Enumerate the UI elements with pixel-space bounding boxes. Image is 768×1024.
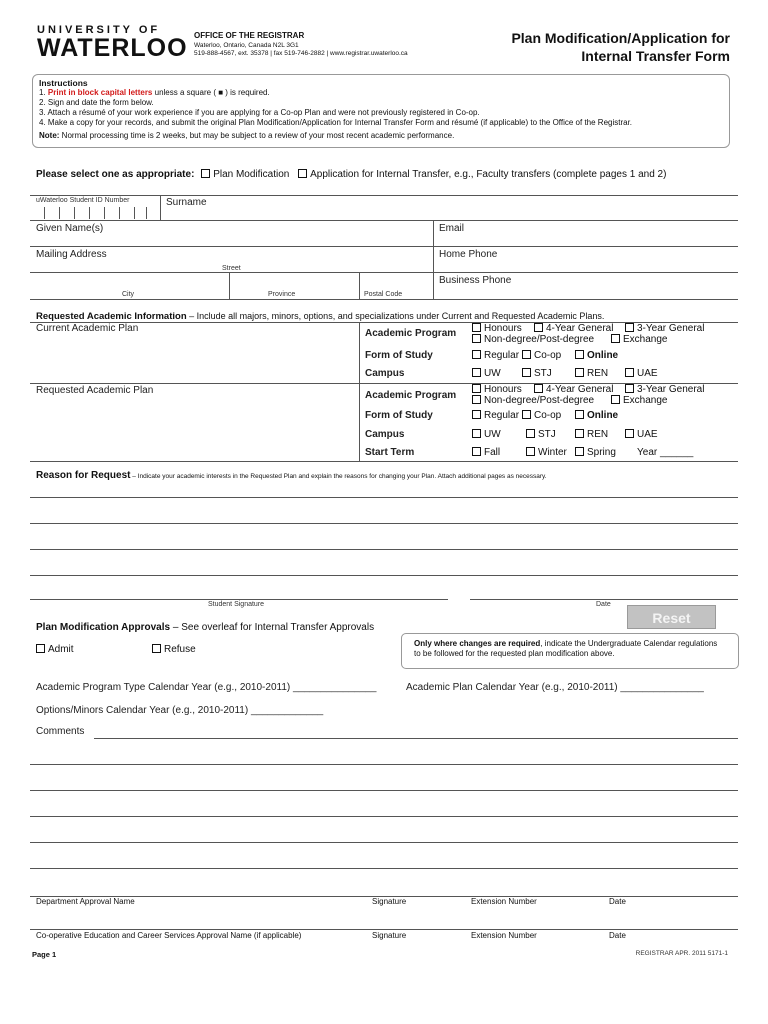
coop-approval-label: Co-operative Education and Career Services Approval Name (if applicable) [36, 931, 302, 940]
checkbox-icon[interactable] [201, 169, 210, 178]
comments-line[interactable] [30, 816, 738, 817]
calendar-regulations-note: Only where changes are required, indicate the Undergraduate Calendar regulations to be followed for the requested plan modification above. [401, 633, 739, 669]
id-digit-divider [146, 207, 147, 219]
reason-line[interactable] [30, 575, 738, 576]
divider [229, 272, 230, 299]
option-plan-modification[interactable]: Plan Modification [201, 169, 289, 180]
option-3-year-general[interactable]: 3-Year General [625, 323, 704, 334]
selection-row [36, 169, 666, 180]
option-exchange[interactable]: Exchange [611, 334, 667, 345]
option-refuse[interactable]: Refuse [152, 644, 196, 655]
instructions-box [32, 74, 730, 148]
checkbox-icon[interactable] [522, 350, 531, 359]
checkbox-icon[interactable] [472, 429, 481, 438]
checkbox-icon[interactable] [522, 368, 531, 377]
reason-line[interactable] [30, 523, 738, 524]
checkbox-icon[interactable] [611, 395, 620, 404]
divider [30, 461, 738, 462]
requested-plan-label: Requested Academic Plan [36, 385, 154, 396]
department-approval-label: Department Approval Name [36, 897, 135, 906]
plan-calendar-year[interactable]: Academic Plan Calendar Year (e.g., 2010-2011) _______________ [406, 682, 704, 693]
comments-line[interactable] [30, 764, 738, 765]
selection-prompt: Please select one as appropriate: [36, 169, 195, 180]
option-term-winter[interactable]: Winter [526, 447, 567, 458]
date-line[interactable] [470, 599, 738, 600]
city-label: City [122, 291, 135, 298]
reset-button[interactable]: Reset [627, 605, 716, 629]
checkbox-icon[interactable] [472, 368, 481, 377]
id-digit-divider [104, 207, 105, 219]
signature-date-label: Date [596, 601, 611, 608]
coop-signature-label: Signature [372, 931, 407, 940]
form-title [511, 29, 730, 65]
business-phone-label: Business Phone [439, 275, 512, 286]
instruction-item-3: 3. Attach a résumé of your work experience if you are applying for a Co-op Plan and were not previously registered in Co-op. [39, 108, 480, 117]
checkbox-icon[interactable] [298, 169, 307, 178]
office-title: OFFICE OF THE REGISTRAR [194, 31, 305, 40]
form-of-study-label: Form of Study [365, 350, 433, 361]
approvals-heading: Plan Modification Approvals – See overleaf for Internal Transfer Approvals [36, 622, 375, 633]
option-campus-uae[interactable]: UAE [625, 429, 658, 440]
checkbox-icon[interactable] [575, 350, 584, 359]
logo-top-text: UNIVERSITY OF [37, 24, 161, 36]
divider [30, 195, 738, 196]
checkbox-icon[interactable] [522, 410, 531, 419]
option-campus-ren[interactable]: REN [575, 429, 608, 440]
checkbox-icon[interactable] [472, 323, 481, 332]
checkbox-icon[interactable] [575, 368, 584, 377]
option-campus-stj[interactable]: STJ [526, 429, 556, 440]
checkbox-icon[interactable] [625, 368, 634, 377]
office-address: Waterloo, Ontario, Canada N2L 3G1 [194, 42, 299, 49]
student-signature-label: Student Signature [208, 601, 265, 608]
academic-program-label: Academic Program [365, 390, 457, 401]
option-exchange[interactable]: Exchange [611, 395, 667, 406]
option-3-year-general[interactable]: 3-Year General [625, 384, 704, 395]
option-honours[interactable]: Honours [472, 323, 522, 334]
form-of-study-label: Form of Study [365, 410, 433, 421]
coop-approval-line[interactable] [30, 929, 738, 930]
academic-info-heading: Requested Academic Information – Include all majors, minors, options, and specializations under Current and Requested Academic Plans. [36, 311, 605, 322]
options-minors-calendar-year[interactable]: Options/Minors Calendar Year (e.g., 2010-2011) _____________ [36, 705, 324, 716]
checkbox-icon[interactable] [472, 334, 481, 343]
checkbox-icon[interactable] [534, 384, 543, 393]
option-campus-stj[interactable]: STJ [522, 368, 552, 379]
id-digit-divider [59, 207, 60, 219]
postal-code-label: Postal Code [364, 291, 403, 298]
campus-label: Campus [365, 429, 405, 440]
dept-signature-label: Signature [372, 897, 407, 906]
checkbox-icon[interactable] [575, 429, 584, 438]
option-online[interactable]: Online [575, 350, 618, 361]
province-label: Province [268, 291, 296, 298]
divider [433, 220, 434, 299]
given-name-label: Given Name(s) [36, 223, 104, 234]
street-label: Street [222, 265, 241, 272]
form-title-line1: Plan Modification/Application for [511, 30, 730, 46]
reason-line[interactable] [30, 549, 738, 550]
divider [30, 220, 738, 221]
id-digit-divider [74, 207, 75, 219]
checkbox-icon[interactable] [152, 644, 161, 653]
form-code: REGISTRAR APR. 2011 5171-1 [635, 950, 728, 957]
checkbox-icon[interactable] [526, 429, 535, 438]
checkbox-icon[interactable] [575, 410, 584, 419]
form-title-line2: Internal Transfer Form [581, 48, 730, 64]
checkbox-icon[interactable] [472, 410, 481, 419]
instruction-item-4: 4. Make a copy for your records, and submit the original Plan Modification/Application for Internal Transfer Form and résumé (if applicable) to the Office of the Registrar. [39, 118, 633, 127]
office-info [194, 31, 408, 57]
id-digit-divider [44, 207, 45, 219]
divider [160, 195, 161, 220]
checkbox-icon[interactable] [526, 447, 535, 456]
instruction-item-2: 2. Sign and date the form below. [39, 98, 154, 107]
option-term-spring[interactable]: Spring [575, 447, 616, 458]
instructions-note: Note: Normal processing time is 2 weeks, but may be subject to a review of your most recent academic performance. [39, 131, 455, 140]
checkbox-icon[interactable] [36, 644, 45, 653]
checkbox-icon[interactable] [472, 447, 481, 456]
checkbox-icon[interactable] [534, 323, 543, 332]
option-online[interactable]: Online [575, 410, 618, 421]
comments-label: Comments [36, 726, 85, 737]
option-admit[interactable]: Admit [36, 644, 74, 655]
option-campus-uw[interactable]: UW [472, 429, 501, 440]
option-4-year-general[interactable]: 4-Year General [534, 384, 613, 395]
student-id-label: uWaterloo Student ID Number [36, 197, 130, 204]
divider [359, 322, 360, 461]
option-honours[interactable]: Honours [472, 384, 522, 395]
page-number: Page 1 [32, 950, 57, 959]
instructions-heading: Instructions [39, 78, 88, 88]
divider [30, 246, 738, 247]
checkbox-icon[interactable] [625, 384, 634, 393]
divider [30, 299, 738, 300]
mailing-address-label: Mailing Address [36, 249, 107, 260]
id-digit-divider [134, 207, 135, 219]
option-regular[interactable]: Regular [472, 350, 519, 361]
start-year-field[interactable]: Year ______ [637, 447, 694, 458]
office-contact: 519-888-4567, ext. 35378 | fax 519-746-2882 | www.registrar.uwaterloo.ca [194, 50, 408, 57]
option-campus-uae[interactable]: UAE [625, 368, 658, 379]
campus-label: Campus [365, 368, 405, 379]
checkbox-icon[interactable] [575, 447, 584, 456]
reason-heading: Reason for Request – Indicate your academic interests in the Requested Plan and explain the reasons for changing your Plan. Attach additional pages as necessary. [36, 470, 547, 481]
university-logo [37, 24, 188, 60]
comments-line[interactable] [30, 790, 738, 791]
comments-line[interactable] [94, 738, 738, 739]
comments-line[interactable] [30, 842, 738, 843]
email-label: Email [439, 223, 465, 234]
option-regular[interactable]: Regular [472, 410, 519, 421]
checkbox-icon[interactable] [472, 350, 481, 359]
current-plan-label: Current Academic Plan [36, 323, 139, 334]
checkbox-icon[interactable] [611, 334, 620, 343]
option-coop[interactable]: Co-op [522, 410, 561, 421]
option-campus-uw[interactable]: UW [472, 368, 501, 379]
program-type-calendar-year[interactable]: Academic Program Type Calendar Year (e.g., 2010-2011) _______________ [36, 682, 377, 693]
divider [30, 272, 434, 273]
start-term-label: Start Term [365, 447, 415, 458]
divider [434, 272, 738, 273]
option-coop[interactable]: Co-op [522, 350, 561, 361]
option-term-fall[interactable]: Fall [472, 447, 500, 458]
dept-date-label: Date [609, 897, 626, 906]
checkbox-icon[interactable] [472, 395, 481, 404]
coop-extension-label: Extension Number [471, 931, 537, 940]
academic-program-label: Academic Program [365, 328, 457, 339]
dept-extension-label: Extension Number [471, 897, 537, 906]
checkbox-icon[interactable] [625, 429, 634, 438]
option-campus-ren[interactable]: REN [575, 368, 608, 379]
id-digit-divider [89, 207, 90, 219]
option-4-year-general[interactable]: 4-Year General [534, 323, 613, 334]
divider [359, 272, 360, 299]
coop-date-label: Date [609, 931, 626, 940]
reason-line[interactable] [30, 497, 738, 498]
student-signature-line[interactable] [30, 599, 448, 600]
checkbox-icon[interactable] [625, 323, 634, 332]
instruction-item-1: 1. Print in block capital letters unless a square ( ■ ) is required. [39, 88, 270, 97]
option-non-degree[interactable]: Non-degree/Post-degree [472, 334, 594, 345]
option-non-degree[interactable]: Non-degree/Post-degree [472, 395, 594, 406]
logo-main-text: WATERLOO [37, 34, 188, 62]
id-digit-divider [119, 207, 120, 219]
home-phone-label: Home Phone [439, 249, 498, 260]
option-internal-transfer[interactable]: Application for Internal Transfer, e.g., Faculty transfers (complete pages 1 and 2) [298, 169, 666, 180]
comments-line[interactable] [30, 868, 738, 869]
checkbox-icon[interactable] [472, 384, 481, 393]
student-id-boxes[interactable] [36, 207, 158, 219]
surname-label: Surname [166, 197, 207, 208]
